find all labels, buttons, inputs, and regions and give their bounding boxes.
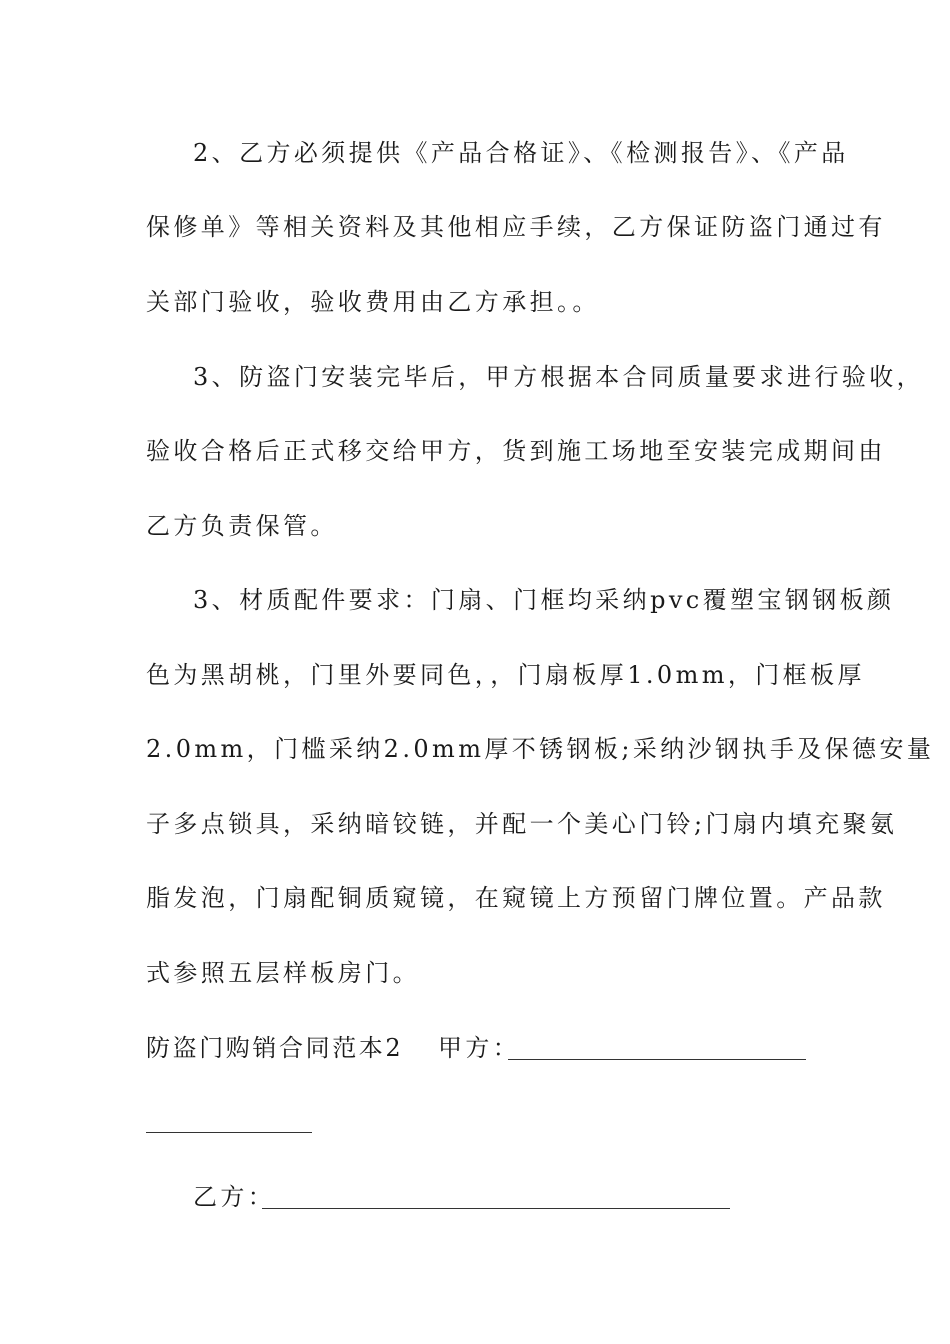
paragraph-2-line-3: 乙方负责保管。 bbox=[146, 512, 338, 540]
paragraph-1-line-1: 2、乙方必须提供《产品合格证》、《检测报告》、《产品 bbox=[193, 139, 849, 167]
paragraph-2-line-1: 3、防盗门安装完毕后，甲方根据本合同质量要求进行验收， bbox=[193, 363, 925, 391]
paragraph-3-line-3: 2.0mm，门槛采纳2.0mm厚不锈钢板;采纳沙钢执手及保德安量 bbox=[146, 735, 935, 763]
paragraph-1-line-2: 保修单》等相关资料及其他相应手续，乙方保证防盗门通过有 bbox=[146, 213, 886, 241]
party-b-blank bbox=[262, 1208, 730, 1209]
paragraph-3-line-4: 子多点锁具，采纳暗铰链，并配一个美心门铃;门扇内填充聚氨 bbox=[146, 810, 898, 838]
paragraph-2-line-2: 验收合格后正式移交给甲方，货到施工场地至安装完成期间由 bbox=[146, 437, 886, 465]
paragraph-1-line-3: 关部门验收，验收费用由乙方承担。。 bbox=[146, 288, 600, 316]
party-a-blank bbox=[508, 1059, 806, 1060]
paragraph-3-line-2: 色为黑胡桃，门里外要同色，，门扇板厚1.0mm，门框板厚 bbox=[146, 661, 865, 689]
paragraph-3-line-5: 脂发泡，门扇配铜质窥镜，在窥镜上方预留门牌位置。产品款 bbox=[146, 884, 886, 912]
paragraph-3-line-6: 式参照五层样板房门。 bbox=[146, 959, 420, 987]
paragraph-3-line-1: 3、材质配件要求：门扇、门框均采纳pvc覆塑宝钢钢板颜 bbox=[193, 586, 895, 614]
section-title: 防盗门购销合同范本2 bbox=[146, 1034, 404, 1062]
party-a-label: 甲方： bbox=[438, 1034, 521, 1062]
party-b-label: 乙方： bbox=[193, 1183, 276, 1211]
party-a-blank-continued bbox=[146, 1132, 312, 1133]
